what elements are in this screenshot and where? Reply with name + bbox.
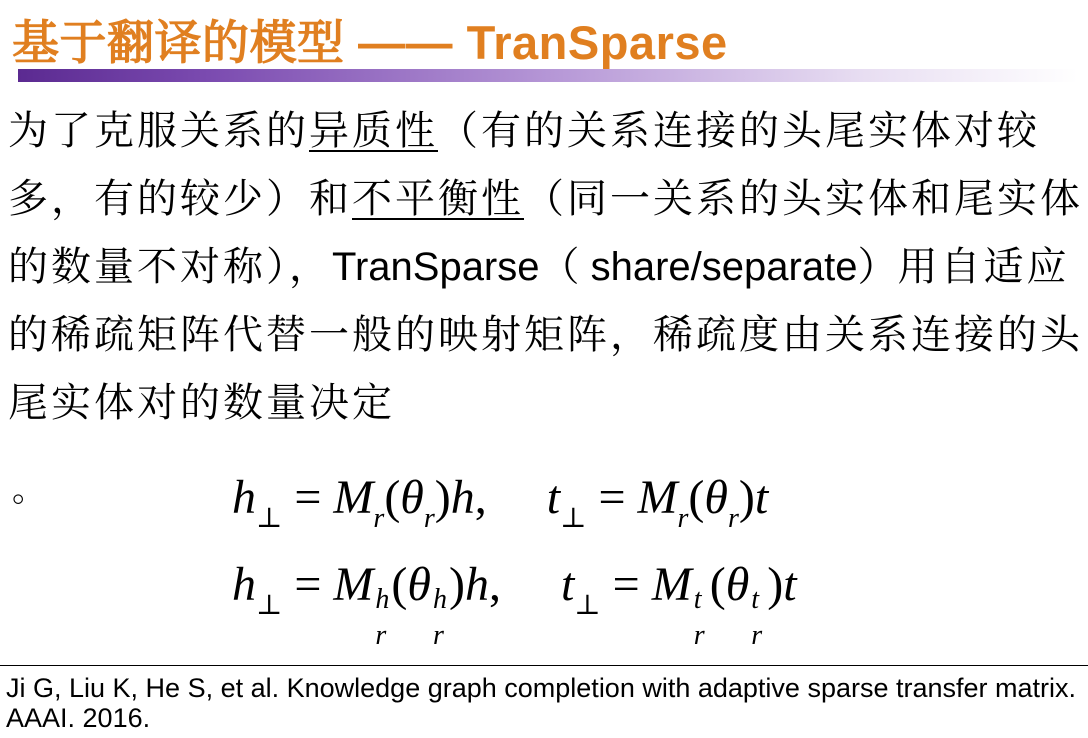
slide-title: 基于翻译的模型 —— TranSparse [12, 16, 728, 69]
eq1-equals: = [294, 471, 322, 524]
eq2-theta-sup-t: t [751, 584, 760, 615]
eq1-rparen: ) [434, 471, 451, 524]
eq2-theta-sup-h: h [432, 584, 447, 615]
eq1-equals-2: = [598, 471, 626, 524]
eq2-M-2: M [651, 558, 692, 611]
eq2-lparen: ( [391, 558, 408, 611]
eq2-rparen: ) [448, 558, 465, 611]
body-paragraph [8, 97, 1086, 437]
eq1-comma: , [474, 471, 487, 524]
eq2-h: h [232, 558, 256, 611]
eq1-theta-sub-r-2: r [727, 503, 739, 534]
eq2-theta-sub-r-2: r [751, 620, 763, 651]
equation-1 [232, 470, 768, 535]
eq2-h2: h [464, 558, 489, 611]
eq1-M: M [333, 471, 374, 524]
term-imbalance: 不平衡性 [352, 176, 524, 222]
eq2-theta: θ [407, 558, 431, 611]
eq1-M-sub-r: r [373, 503, 385, 534]
eq2-equals-2: = [612, 558, 640, 611]
footer-divider [0, 665, 1088, 666]
eq2-equals: = [294, 558, 322, 611]
eq1-lparen-2: ( [688, 471, 705, 524]
eq2-M-sub-r: r [375, 620, 387, 651]
eq2-t2: t [783, 558, 797, 611]
para-model-name: TranSparse（ share/separate） [332, 245, 898, 289]
para-text-3: （同一关系的头实体和尾实体的数量不对称）， [8, 176, 1083, 290]
reference-citation: Ji G, Liu K, He S, et al. Knowledge graph completion with adaptive sparse transfer matrix. AAAI. 2016. [6, 673, 1077, 733]
eq1-t: t [546, 471, 561, 524]
eq1-rparen-2: ) [738, 471, 755, 524]
eq1-theta-sub-r: r [423, 503, 435, 534]
para-text-2: （有的关系连接的头尾实体对较多，有的较少）和 [8, 108, 1040, 222]
eq1-lparen: ( [384, 471, 401, 524]
eq2-t: t [560, 558, 575, 611]
eq2-M: M [333, 558, 374, 611]
eq1-perp-2: ⊥ [560, 503, 587, 534]
eq2-theta-2: θ [725, 558, 750, 611]
eq1-theta: θ [400, 471, 424, 524]
para-text-4: 用自适应的稀疏矩阵代替一般的映射矩阵，稀疏度由关系连接的头尾实体对的数量决定 [8, 244, 1083, 426]
eq1-theta-2: θ [704, 471, 728, 524]
eq1-h2: h [450, 471, 475, 524]
title-underline-bar [18, 69, 1078, 82]
eq2-perp: ⊥ [256, 590, 283, 621]
eq2-comma: , [488, 558, 501, 611]
eq2-M-sup-t: t [693, 584, 702, 615]
term-heterogeneity: 异质性 [309, 108, 438, 154]
eq2-lparen-2: ( [709, 558, 726, 611]
trailing-period: 。 [12, 470, 46, 510]
eq1-h: h [232, 471, 256, 524]
eq1-M-2: M [637, 471, 678, 524]
eq2-theta-sub-r: r [432, 620, 444, 651]
eq2-M-sub-r-2: r [693, 620, 705, 651]
para-text-1: 为了克服关系的 [8, 108, 309, 154]
eq2-M-sup-h: h [375, 584, 390, 615]
eq2-perp-2: ⊥ [574, 590, 601, 621]
eq1-perp: ⊥ [256, 503, 283, 534]
eq2-rparen-2: ) [767, 558, 784, 611]
eq1-t2: t [754, 471, 769, 524]
equation-2 [232, 557, 797, 651]
eq1-M-sub-r-2: r [677, 503, 689, 534]
